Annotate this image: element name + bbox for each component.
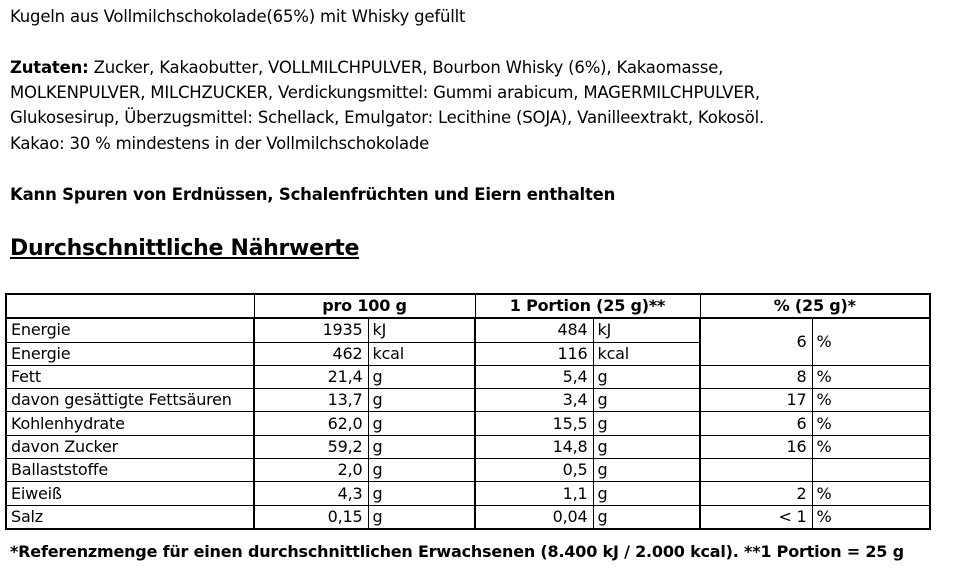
unit-portion: g bbox=[593, 505, 700, 529]
table-row bbox=[6, 318, 930, 342]
value-portion: 0,04 bbox=[475, 505, 593, 529]
table-row bbox=[6, 435, 930, 458]
unit-percent bbox=[812, 459, 930, 482]
value-portion: 3,4 bbox=[475, 389, 593, 412]
unit-per-100g: g bbox=[368, 482, 475, 505]
unit-portion: kcal bbox=[593, 342, 700, 365]
ingredients-line-3: Glukosesirup, Überzugsmittel: Schellack, Emulgator: Lecithine (SOJA), Vanilleextrakt, Kokosöl. bbox=[10, 108, 764, 127]
unit-per-100g: g bbox=[368, 435, 475, 458]
product-description: Kugeln aus Vollmilchschokolade(65%) mit Whisky gefüllt bbox=[10, 7, 466, 26]
header-portion: 1 Portion (25 g)** bbox=[475, 294, 700, 318]
unit-per-100g: g bbox=[368, 412, 475, 435]
value-percent: 17 bbox=[700, 389, 812, 412]
value-portion: 484 bbox=[475, 318, 593, 342]
value-portion: 5,4 bbox=[475, 365, 593, 388]
value-percent: 2 bbox=[700, 482, 812, 505]
value-per-100g: 4,3 bbox=[254, 482, 368, 505]
value-portion: 1,1 bbox=[475, 482, 593, 505]
unit-portion: g bbox=[593, 435, 700, 458]
nutrition-table bbox=[5, 293, 931, 530]
unit-portion: g bbox=[593, 365, 700, 388]
table-row bbox=[6, 365, 930, 388]
value-percent: 8 bbox=[700, 365, 812, 388]
value-per-100g: 1935 bbox=[254, 318, 368, 342]
row-label: Salz bbox=[6, 505, 254, 529]
value-portion: 15,5 bbox=[475, 412, 593, 435]
value-percent bbox=[700, 459, 812, 482]
row-label: Eiweiß bbox=[6, 482, 254, 505]
table-row bbox=[6, 389, 930, 412]
unit-percent: % bbox=[812, 482, 930, 505]
table-header-row bbox=[6, 294, 930, 318]
row-label: davon gesättigte Fettsäuren bbox=[6, 389, 254, 412]
row-label: Kohlenhydrate bbox=[6, 412, 254, 435]
row-label: Ballaststoffe bbox=[6, 459, 254, 482]
ingredients-label: Zutaten: bbox=[10, 58, 89, 77]
table-row bbox=[6, 505, 930, 529]
value-per-100g: 462 bbox=[254, 342, 368, 365]
unit-per-100g: g bbox=[368, 459, 475, 482]
row-label: Energie bbox=[6, 342, 254, 365]
value-percent: < 1 bbox=[700, 505, 812, 529]
cocoa-content: Kakao: 30 % mindestens in der Vollmilchschokolade bbox=[10, 134, 430, 153]
value-per-100g: 2,0 bbox=[254, 459, 368, 482]
table-row bbox=[6, 412, 930, 435]
allergen-note: Kann Spuren von Erdnüssen, Schalenfrüchten und Eiern enthalten bbox=[10, 185, 616, 204]
row-label: davon Zucker bbox=[6, 435, 254, 458]
value-per-100g: 0,15 bbox=[254, 505, 368, 529]
unit-per-100g: g bbox=[368, 365, 475, 388]
value-per-100g: 62,0 bbox=[254, 412, 368, 435]
header-label bbox=[6, 294, 254, 318]
value-percent: 16 bbox=[700, 435, 812, 458]
ingredients-line-1 bbox=[10, 57, 723, 79]
unit-percent: % bbox=[812, 389, 930, 412]
row-label: Energie bbox=[6, 318, 254, 342]
nutrition-heading: Durchschnittliche Nährwerte bbox=[10, 236, 360, 261]
header-per-100g: pro 100 g bbox=[254, 294, 475, 318]
reference-footnote: *Referenzmenge für einen durchschnittlichen Erwachsenen (8.400 kJ / 2.000 kcal). **1 Portion = 25 g bbox=[10, 542, 904, 561]
value-per-100g: 21,4 bbox=[254, 365, 368, 388]
unit-per-100g: kJ bbox=[368, 318, 475, 342]
value-percent: 6 bbox=[700, 318, 812, 365]
unit-portion: g bbox=[593, 389, 700, 412]
row-label: Fett bbox=[6, 365, 254, 388]
unit-percent: % bbox=[812, 435, 930, 458]
value-portion: 14,8 bbox=[475, 435, 593, 458]
ingredients-line-2: MOLKENPULVER, MILCHZUCKER, Verdickungsmittel: Gummi arabicum, MAGERMILCHPULVER, bbox=[10, 83, 760, 102]
value-portion: 0,5 bbox=[475, 459, 593, 482]
unit-percent: % bbox=[812, 365, 930, 388]
unit-portion: g bbox=[593, 482, 700, 505]
unit-per-100g: g bbox=[368, 389, 475, 412]
unit-percent: % bbox=[812, 505, 930, 529]
value-per-100g: 59,2 bbox=[254, 435, 368, 458]
unit-portion: kJ bbox=[593, 318, 700, 342]
table-row bbox=[6, 459, 930, 482]
unit-portion: g bbox=[593, 412, 700, 435]
value-per-100g: 13,7 bbox=[254, 389, 368, 412]
header-percent: % (25 g)* bbox=[700, 294, 930, 318]
value-portion: 116 bbox=[475, 342, 593, 365]
table-row bbox=[6, 482, 930, 505]
unit-per-100g: kcal bbox=[368, 342, 475, 365]
unit-portion: g bbox=[593, 459, 700, 482]
unit-percent: % bbox=[812, 318, 930, 365]
unit-per-100g: g bbox=[368, 505, 475, 529]
ingredients-text-1: Zucker, Kakaobutter, VOLLMILCHPULVER, Bourbon Whisky (6%), Kakaomasse, bbox=[88, 58, 724, 77]
value-percent: 6 bbox=[700, 412, 812, 435]
unit-percent: % bbox=[812, 412, 930, 435]
